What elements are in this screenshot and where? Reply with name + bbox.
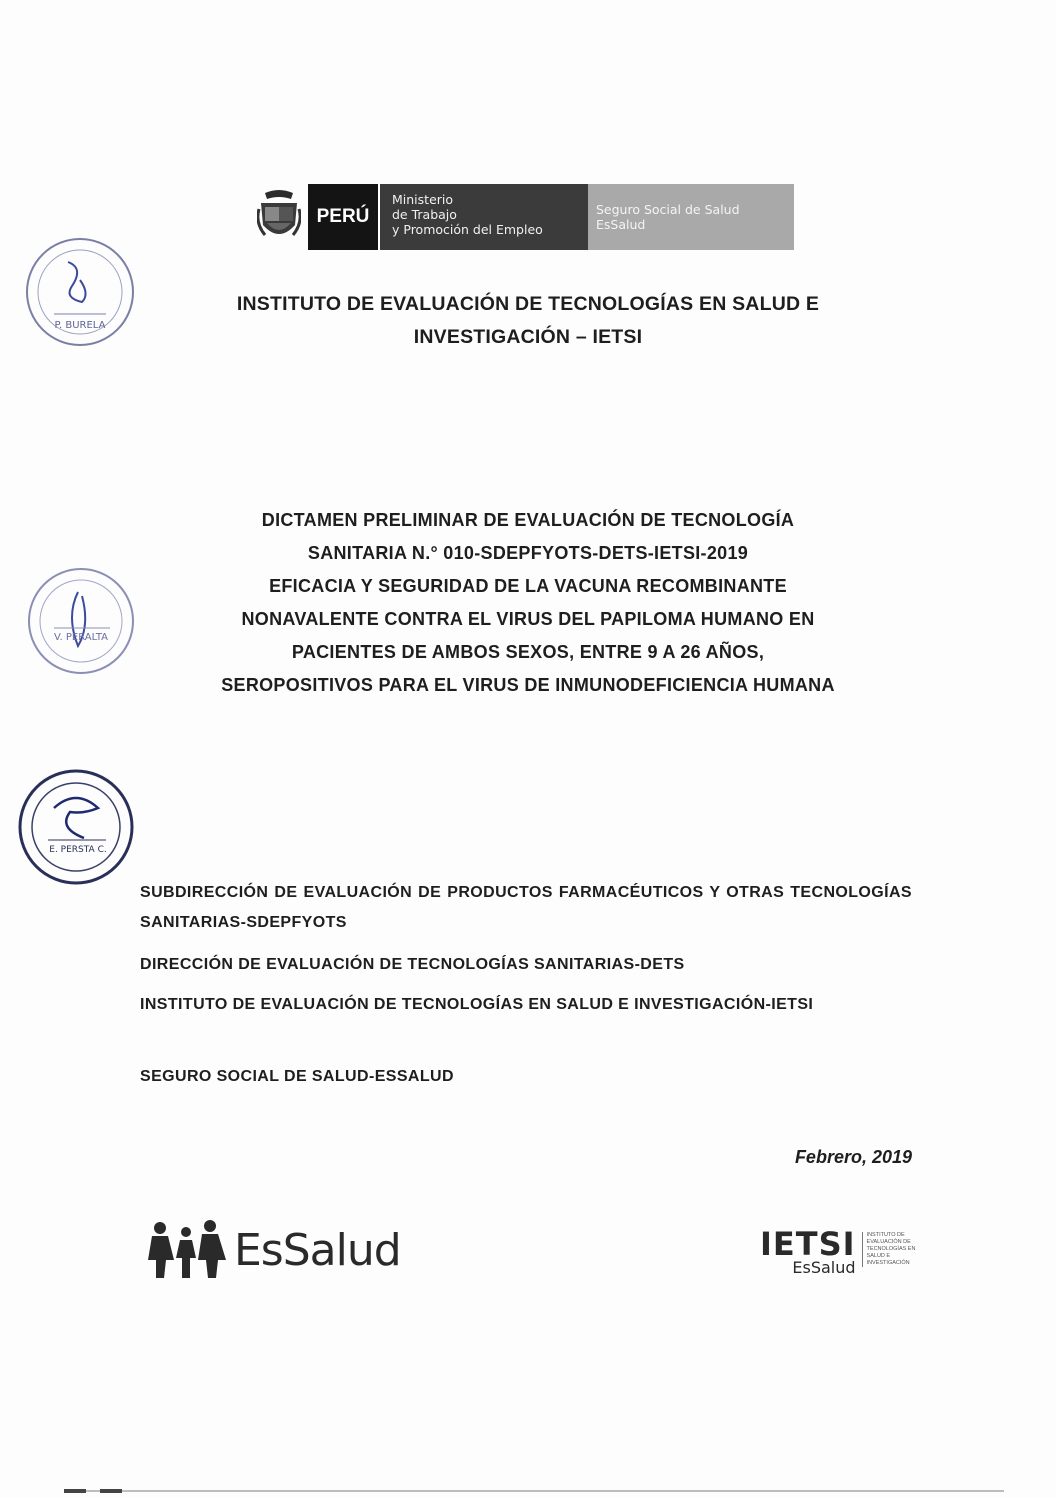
dictamen-title-line: DICTAMEN PRELIMINAR DE EVALUACIÓN DE TECNOLOGÍA	[261, 510, 795, 530]
scan-edge-line	[64, 1490, 1004, 1492]
essalud-family-icon	[146, 1218, 232, 1282]
affiliation-seguro: SEGURO SOCIAL DE SALUD-ESSALUD	[140, 1068, 454, 1085]
affiliation-instituto: INSTITUTO DE EVALUACIÓN DE TECNOLOGÍAS EN SALUD E INVESTIGACIÓN-IETSI	[140, 996, 814, 1013]
dictamen-title-line: EFICACIA Y SEGURIDAD DE LA VACUNA RECOMBINANTE	[269, 576, 787, 596]
signature-stamp	[24, 236, 136, 353]
essalud-header-line: EsSalud	[596, 217, 646, 232]
essalud-logo	[146, 1215, 401, 1285]
scan-edge-mark	[64, 1489, 86, 1493]
affiliation-subdireccion: SUBDIRECCIÓN DE EVALUACIÓN DE PRODUCTOS FARMACÉUTICOS Y OTRAS TECNOLOGÍAS SANITARIAS-SDEPFYOTS	[140, 884, 912, 931]
institute-title-line: INSTITUTO DE EVALUACIÓN DE TECNOLOGÍAS EN SALUD E	[236, 293, 820, 315]
ietsi-caption-line: SALUD E	[866, 1253, 891, 1259]
ietsi-caption-line: EVALUACIÓN DE	[866, 1239, 911, 1245]
ietsi-logo-caption	[862, 1232, 919, 1267]
ietsi-caption-line: INVESTIGACIÓN	[866, 1260, 910, 1266]
peru-coat-of-arms-icon	[250, 184, 308, 250]
ministerio-line: de Trabajo	[392, 207, 457, 222]
dictamen-title-line: PACIENTES DE AMBOS SEXOS, ENTRE 9 A 26 AÑOS,	[291, 642, 765, 662]
essalud-header-label	[588, 184, 794, 250]
ministerio-label	[380, 184, 588, 250]
ministerio-line: y Promoción del Empleo	[392, 222, 543, 237]
dictamen-title-line: SEROPOSITIVOS PARA EL VIRUS DE INMUNODEFICIENCIA HUMANA	[221, 675, 835, 695]
government-logo-band	[250, 184, 794, 250]
stamp-name: V. PERALTA	[53, 632, 109, 643]
essalud-logo-text: EsSalud	[234, 1224, 401, 1276]
ietsi-logo	[760, 1225, 919, 1277]
signature-stamp	[14, 768, 138, 891]
ietsi-logo-subtext: EsSalud	[792, 1258, 856, 1277]
institute-title	[140, 288, 916, 354]
ietsi-logo-text: IETSI	[760, 1225, 856, 1263]
dictamen-title-line: NONAVALENTE CONTRA EL VIRUS DEL PAPILOMA HUMANO EN	[241, 609, 815, 629]
affiliation-direccion: DIRECCIÓN DE EVALUACIÓN DE TECNOLOGÍAS SANITARIAS-DETS	[140, 956, 685, 973]
dictamen-title-line: SANITARIA N.° 010-SDEPFYOTS-DETS-IETSI-2019	[307, 543, 749, 563]
peru-label: PERÚ	[308, 184, 380, 250]
essalud-header-line: Seguro Social de Salud	[596, 202, 740, 217]
scan-edge-mark	[100, 1489, 122, 1493]
institute-title-line: INVESTIGACIÓN – IETSI	[413, 326, 643, 348]
ministerio-line: Ministerio	[392, 192, 454, 207]
ietsi-caption-line: INSTITUTO DE	[866, 1232, 905, 1238]
stamp-name: E. PERSTA C.	[49, 845, 107, 855]
dictamen-title	[120, 504, 936, 702]
stamp-name: P. BURELA	[54, 320, 106, 331]
document-date: Febrero, 2019	[794, 1147, 912, 1167]
ietsi-caption-line: TECNOLOGÍAS EN	[866, 1246, 916, 1252]
